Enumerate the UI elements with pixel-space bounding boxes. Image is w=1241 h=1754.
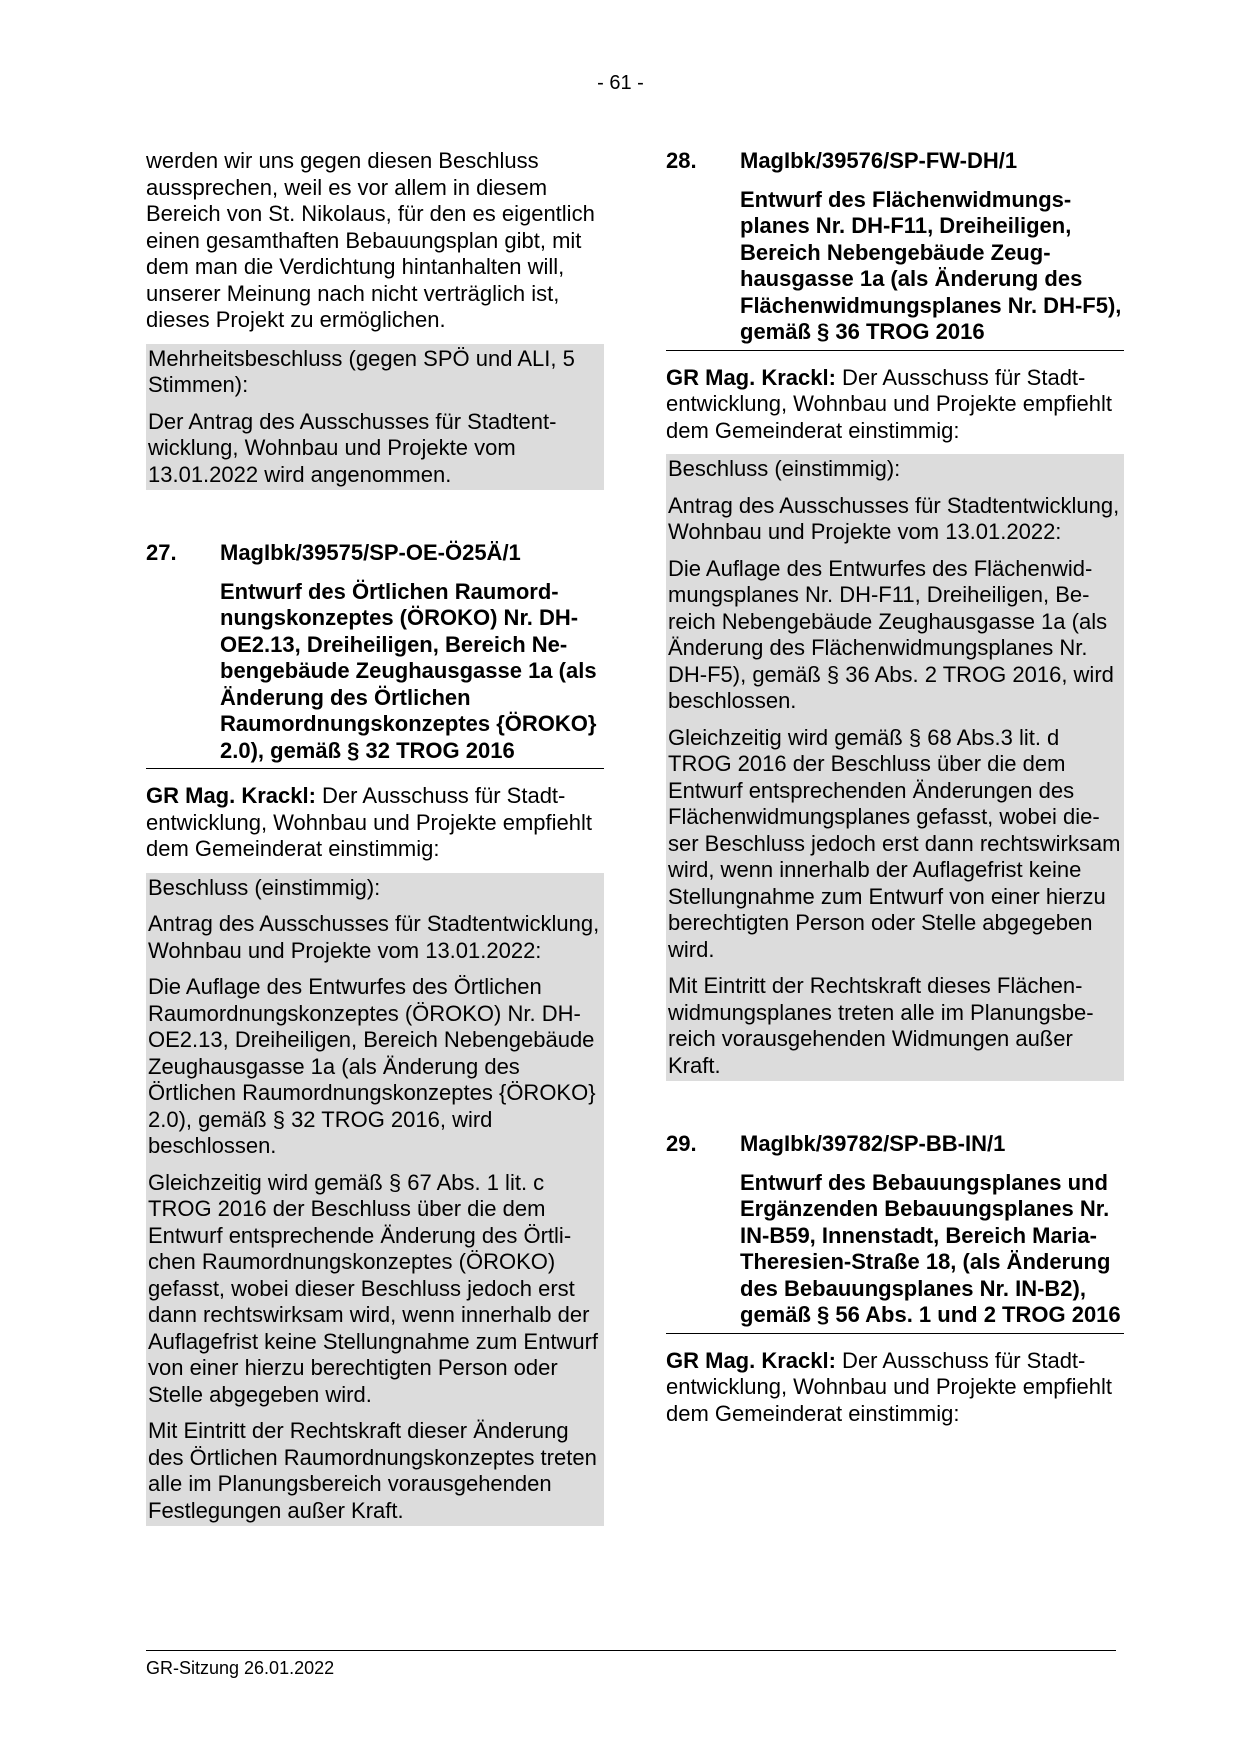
item-title: Entwurf des Bebauungsplanes und Ergänzenden Bebauungsplanes Nr. IN-B59, Innenstadt, Bereich Maria-Theresien-Straße 18, (als Änderung des Bebauungsplanes Nr. IN-B2), gemäß § 56 Abs. 1 und 2 TROG 2016 [740, 1169, 1121, 1327]
item-code: MagIbk/39576/SP-FW-DH/1 [740, 148, 1018, 173]
item-code: MagIbk/39575/SP-OE-Ö25Ä/1 [220, 540, 521, 565]
agenda-item-28 [666, 148, 1124, 1081]
item-heading [666, 1131, 1124, 1158]
resolution-type: Beschluss (einstimmig): [668, 456, 901, 481]
item-number: 28. [666, 148, 697, 173]
speech-text: Der Ausschuss für Stadtentwicklung, Wohnbau und Projekte empfiehlt dem Gemeinderat einstimmig: [666, 364, 1112, 443]
item-number: 27. [146, 540, 177, 565]
item-code: MagIbk/39782/SP-BB-IN/1 [740, 1131, 1006, 1156]
resolution-paragraph: Die Auflage des Entwurfes des Flächenwidmungsplanes Nr. DH-F11, Dreiheiligen, Bereich Nebengebäude Zeughausgasse 1a (als Änderung des Flächenwidmungsplanes Nr. DH-F5), gemäß § 36 Abs. 2 TROG 2016, wird beschlossen. [668, 555, 1114, 713]
footer-session-date: GR-Sitzung 26.01.2022 [146, 1658, 335, 1678]
resolution-box [666, 454, 1124, 1081]
resolution-paragraph: Mit Eintritt der Rechtskraft dieses Flächenwidmungsplanes treten alle im Planungsbereich vorausgehenden Widmungen außer Kraft. [668, 973, 1094, 1078]
resolution-box [146, 344, 604, 491]
item-title: Entwurf des Flächenwidmungsplanes Nr. DH-F11, Dreiheiligen, Bereich Nebengebäude Zeughausgasse 1a (als Änderung des Flächenwidmungsplanes Nr. DH-F5), gemäß § 36 TROG 2016 [740, 186, 1122, 344]
speaker-statement [666, 365, 1124, 445]
item-number: 29. [666, 1131, 697, 1156]
divider [666, 1333, 1124, 1334]
motion-heading: Antrag des Ausschusses für Stadtentwicklung, Wohnbau und Projekte vom 13.01.2022: [668, 492, 1120, 544]
footer-divider [146, 1650, 1116, 1651]
item-heading [666, 148, 1124, 175]
left-column [146, 148, 604, 1526]
item-title: Entwurf des Örtlichen Raumordnungskonzeptes (ÖROKO) Nr. DH-OE2.13, Dreiheiligen, Bereich Nebengebäude Zeughausgasse 1a (als Änderung des Örtlichen Raumordnungskonzeptes {ÖROKO} 2.0), gemäß § 32 TROG 2016 [220, 578, 597, 763]
divider [146, 768, 604, 769]
resolution-type: Mehrheitsbeschluss (gegen SPÖ und ALI, 5 Stimmen): [148, 345, 575, 397]
speech-text: Der Ausschuss für Stadtentwicklung, Wohnbau und Projekte empfiehlt dem Gemeinderat einstimmig: [146, 783, 592, 861]
resolution-text: Der Antrag des Ausschusses für Stadtentwicklung, Wohnbau und Projekte vom 13.01.2022 wird angenommen. [148, 408, 557, 487]
motion-heading: Antrag des Ausschusses für Stadtentwicklung, Wohnbau und Projekte vom 13.01.2022: [148, 911, 600, 963]
agenda-item-27 [146, 540, 604, 1526]
resolution-paragraph: Gleichzeitig wird gemäß § 68 Abs.3 lit. d TROG 2016 der Beschluss über die dem Entwurf entsprechenden Änderungen des Flächenwidmungsplanes gefasst, wobei dieser Beschluss jedoch erst dann rechtswirksam wird, wenn innerhalb der Auflagefrist keine Stellungnahme zum Entwurf von einer hierzu berechtigten Person oder Stelle abgegeben wird. [668, 724, 1121, 962]
speaker-name: GR Mag. Krackl: [666, 364, 836, 390]
speaker-name: GR Mag. Krackl: [666, 1347, 836, 1373]
right-column [666, 148, 1124, 1437]
item-heading [146, 540, 604, 567]
speaker-name: GR Mag. Krackl: [146, 783, 316, 808]
speaker-statement [146, 783, 604, 863]
resolution-paragraph: Mit Eintritt der Rechtskraft dieser Änderung des Örtlichen Raumordnungskonzeptes treten alle im Planungsbereich vorausgehenden Festlegungen außer Kraft. [148, 1418, 597, 1523]
resolution-type: Beschluss (einstimmig): [148, 874, 381, 900]
agenda-item-29 [666, 1131, 1124, 1427]
intro-text: werden wir uns gegen diesen Beschluss aussprechen, weil es vor allem in diesem Bereich von St. Nikolaus, für den es eigentlich einen gesamthaften Bebauungsplan gibt, mit dem man die Verdichtung hintanhalten will, unserer Meinung nach nicht verträglich ist, dieses Projekt zu ermöglichen. [146, 148, 595, 332]
divider [666, 350, 1124, 351]
speaker-statement [666, 1348, 1124, 1428]
speech-text: Der Ausschuss für Stadtentwicklung, Wohnbau und Projekte empfiehlt dem Gemeinderat einstimmig: [666, 1347, 1112, 1426]
resolution-box [146, 873, 604, 1527]
page-number: - 61 - [597, 72, 644, 94]
resolution-paragraph: Die Auflage des Entwurfes des Örtlichen Raumordnungskonzeptes (ÖROKO) Nr. DH-OE2.13, Dreiheiligen, Bereich Nebengebäude Zeughausgasse 1a (als Änderung des Örtlichen Raumordnungskonzeptes {ÖROKO} 2.0), gemäß § 32 TROG 2016, wird beschlossen. [148, 974, 596, 1158]
resolution-paragraph: Gleichzeitig wird gemäß § 67 Abs. 1 lit. c TROG 2016 der Beschluss über die dem Entwurf entsprechende Änderung des Örtlichen Raumordnungskonzeptes (ÖROKO) gefasst, wobei dieser Beschluss jedoch erst dann rechtswirksam wird, wenn innerhalb der Auflagefrist keine Stellungnahme zum Entwurf von einer hierzu berechtigten Person oder Stelle abgegeben wird. [148, 1169, 599, 1407]
